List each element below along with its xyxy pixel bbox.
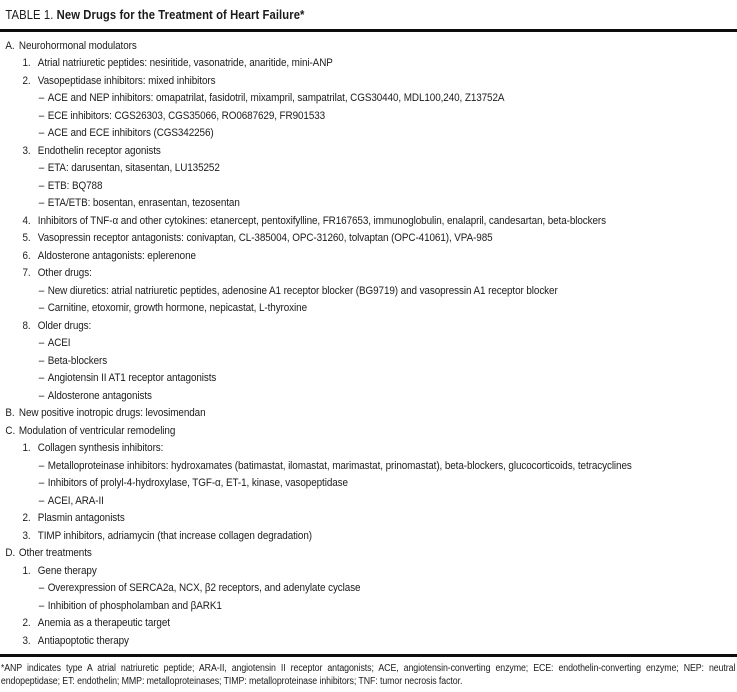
table-row bbox=[0, 633, 737, 651]
footnote-text: *ANP indicates type A atrial natriuretic peptide; ARA-II, angiotensin II receptor antagonists; ACE, angiotensin-converting enzyme; ECE: endothelin-converting enzyme; NEP: neutral endopeptidase; ET: endothelin; MMP: metalloproteinases; TIMP: metalloproteinase inhibitors; TNF: tumor necrosis factor. bbox=[0, 662, 736, 687]
row-marker: 1. bbox=[22, 57, 31, 69]
row-marker: 6. bbox=[22, 249, 31, 262]
row-text: ACEI bbox=[47, 337, 71, 349]
row-text: Antiapoptotic therapy bbox=[37, 634, 129, 647]
row-marker: A. bbox=[5, 39, 15, 52]
table-row bbox=[0, 493, 737, 511]
row-marker: – bbox=[38, 459, 45, 472]
row-marker: 5. bbox=[22, 232, 31, 244]
row-text: New diuretics: atrial natriuretic peptides, adenosine A1 receptor blocker (BG9719) and vasopressin A1 receptor blocker bbox=[47, 284, 558, 297]
row-marker: – bbox=[38, 197, 45, 209]
table-row bbox=[0, 55, 737, 73]
row-marker: 2. bbox=[22, 74, 31, 87]
row-text: ACE and NEP inhibitors: omapatrilat, fasidotril, mixampril, sampatrilat, CGS30440, MDL100,240, Z13752A bbox=[47, 92, 505, 104]
table-row bbox=[0, 195, 737, 213]
row-text: Other treatments bbox=[18, 547, 92, 559]
row-text: ETA/ETB: bosentan, enrasentan, tezosentan bbox=[47, 197, 240, 209]
table-row bbox=[0, 405, 737, 423]
row-text: Overexpression of SERCA2a, NCX, β2 receptors, and adenylate cyclase bbox=[47, 582, 361, 594]
table-row bbox=[0, 440, 737, 458]
row-text: Plasmin antagonists bbox=[37, 512, 125, 524]
row-marker: – bbox=[38, 582, 45, 594]
table-body bbox=[0, 38, 737, 651]
table-number-label: TABLE 1. bbox=[5, 8, 54, 22]
row-marker: 1. bbox=[22, 442, 31, 454]
row-text: Vasopeptidase inhibitors: mixed inhibitors bbox=[37, 74, 216, 87]
row-text: Carnitine, etoxomir, growth hormone, nepicastat, L-thyroxine bbox=[47, 302, 307, 314]
row-text: Other drugs: bbox=[37, 267, 92, 279]
row-text: Collagen synthesis inhibitors: bbox=[37, 442, 164, 454]
row-marker: – bbox=[38, 477, 45, 489]
table-row bbox=[0, 598, 737, 616]
table-row bbox=[0, 545, 737, 563]
table-row bbox=[0, 388, 737, 406]
row-text: Metalloproteinase inhibitors: hydroxamates (batimastat, ilomastat, marimastat, prinomastat), beta-blockers, glucocorticoids, tetracyclines bbox=[47, 459, 632, 472]
table-row bbox=[0, 353, 737, 371]
table-row bbox=[0, 160, 737, 178]
row-text: Atrial natriuretic peptides: nesiritide, vasonatride, anaritide, mini-ANP bbox=[37, 57, 333, 69]
table-row bbox=[0, 230, 737, 248]
title-rule bbox=[0, 29, 737, 32]
row-text: ETA: darusentan, sitasentan, LU135252 bbox=[47, 162, 220, 174]
row-marker: – bbox=[38, 494, 45, 507]
row-marker: – bbox=[38, 92, 45, 104]
table-row bbox=[0, 370, 737, 388]
row-text: Inhibition of phospholamban and βARK1 bbox=[47, 599, 222, 612]
table-title-text: New Drugs for the Treatment of Heart Failure* bbox=[56, 8, 305, 22]
row-marker: – bbox=[38, 127, 45, 139]
footnote-rule bbox=[0, 654, 737, 657]
row-text: Neurohormonal modulators bbox=[18, 39, 137, 52]
table-row bbox=[0, 38, 737, 56]
row-marker: – bbox=[38, 302, 45, 314]
row-text: ETB: BQ788 bbox=[47, 179, 103, 192]
table-row bbox=[0, 125, 737, 143]
row-text: Angiotensin II AT1 receptor antagonists bbox=[47, 372, 217, 384]
table-row bbox=[0, 213, 737, 231]
row-text: Modulation of ventricular remodeling bbox=[18, 424, 176, 437]
row-marker: B. bbox=[5, 407, 15, 419]
row-text: TIMP inhibitors, adriamycin (that increase collagen degradation) bbox=[37, 529, 312, 542]
row-marker: – bbox=[38, 599, 45, 612]
row-text: Anemia as a therapeutic target bbox=[37, 617, 170, 629]
table-row bbox=[0, 335, 737, 353]
row-marker: – bbox=[38, 372, 45, 384]
row-marker: – bbox=[38, 337, 45, 349]
row-text: ACE and ECE inhibitors (CGS342256) bbox=[47, 127, 214, 139]
table-row bbox=[0, 143, 737, 161]
table-row bbox=[0, 423, 737, 441]
row-marker: D. bbox=[5, 547, 16, 559]
row-text: Beta-blockers bbox=[47, 354, 108, 367]
row-marker: – bbox=[38, 354, 45, 367]
row-text: Aldosterone antagonists: eplerenone bbox=[37, 249, 196, 262]
table-row bbox=[0, 475, 737, 493]
table-row bbox=[0, 563, 737, 581]
table-row bbox=[0, 458, 737, 476]
row-text: New positive inotropic drugs: levosimendan bbox=[18, 407, 206, 419]
row-marker: 7. bbox=[22, 267, 31, 279]
row-marker: 8. bbox=[22, 319, 31, 332]
row-text: Endothelin receptor agonists bbox=[37, 144, 161, 157]
row-text: Older drugs: bbox=[37, 319, 92, 332]
table-row bbox=[0, 300, 737, 318]
table-row bbox=[0, 615, 737, 633]
row-text: ECE inhibitors: CGS26303, CGS35066, RO0687629, FR901533 bbox=[47, 109, 326, 122]
table-row bbox=[0, 580, 737, 598]
row-marker: – bbox=[38, 109, 45, 122]
row-marker: – bbox=[38, 162, 45, 174]
row-text: Vasopressin receptor antagonists: conivaptan, CL-385004, OPC-31260, tolvaptan (OPC-41061), VPA-985 bbox=[37, 232, 493, 244]
row-marker: C. bbox=[5, 424, 16, 437]
row-text: ACEI, ARA-II bbox=[47, 494, 104, 507]
table-row bbox=[0, 178, 737, 196]
table-row bbox=[0, 73, 737, 91]
table-title bbox=[0, 0, 737, 23]
table-row bbox=[0, 248, 737, 266]
table-row bbox=[0, 108, 737, 126]
table-row bbox=[0, 265, 737, 283]
row-marker: – bbox=[38, 389, 45, 402]
row-text: Inhibitors of prolyl-4-hydroxylase, TGF-α, ET-1, kinase, vasopeptidase bbox=[47, 477, 348, 489]
row-text: Inhibitors of TNF-α and other cytokines: etanercept, pentoxifylline, FR167653, immunoglobulin, enalapril, candesartan, beta-blockers bbox=[37, 214, 606, 227]
row-marker: 3. bbox=[22, 144, 31, 157]
row-marker: 2. bbox=[22, 617, 31, 629]
table-row bbox=[0, 510, 737, 528]
row-marker: – bbox=[38, 284, 45, 297]
row-marker: 2. bbox=[22, 512, 31, 524]
row-marker: 4. bbox=[22, 214, 31, 227]
table-row bbox=[0, 318, 737, 336]
row-text: Gene therapy bbox=[37, 564, 97, 577]
table-row bbox=[0, 528, 737, 546]
row-marker: 3. bbox=[22, 529, 31, 542]
row-marker: 1. bbox=[22, 564, 31, 577]
row-marker: – bbox=[38, 179, 45, 192]
table-row bbox=[0, 283, 737, 301]
table-row bbox=[0, 90, 737, 108]
row-text: Aldosterone antagonists bbox=[47, 389, 152, 402]
row-marker: 3. bbox=[22, 634, 31, 647]
